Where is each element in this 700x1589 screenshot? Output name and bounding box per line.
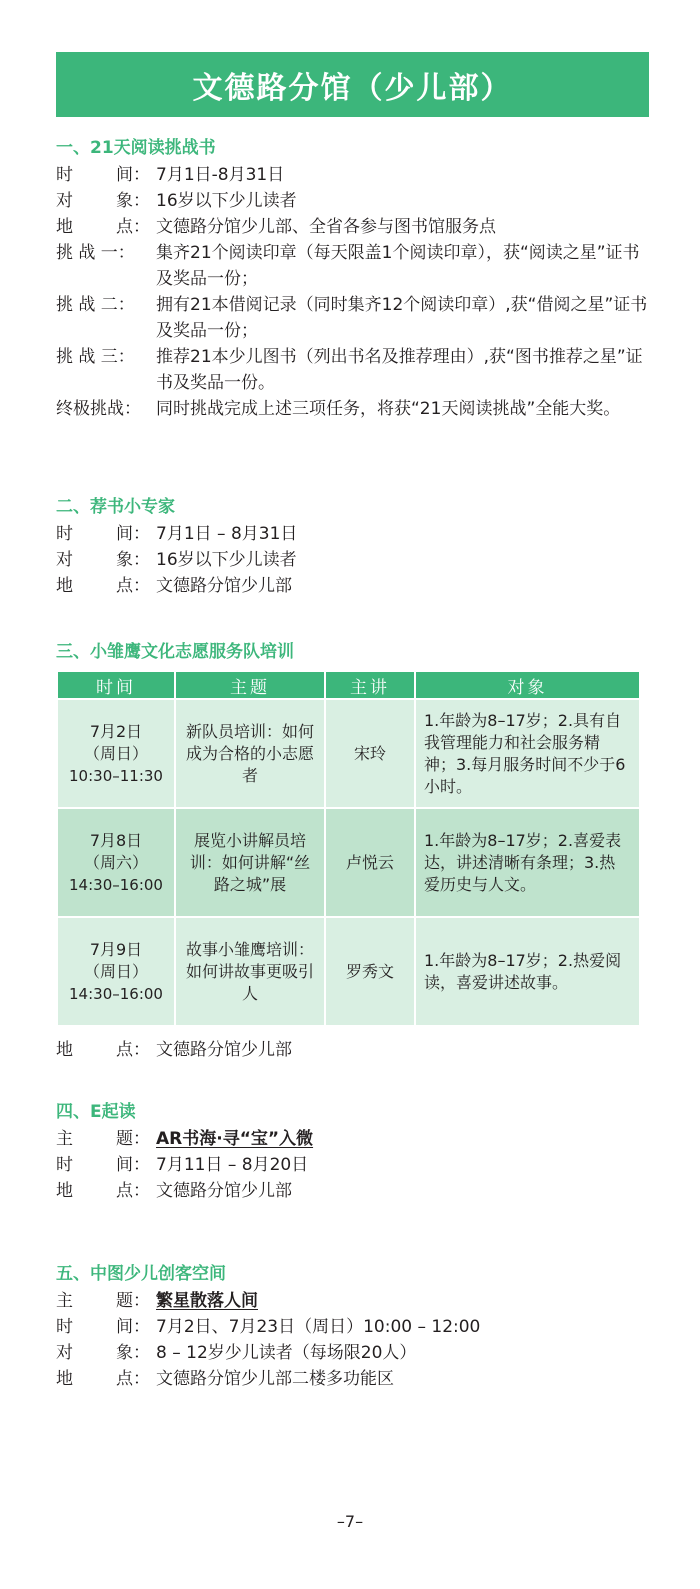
info-row-time: 时 间： 7月1日 – 8月31日 [56,524,298,544]
cell-topic: 故事小雏鹰培训：如何讲故事更吸引人 [175,917,325,1026]
section-reading-challenge [56,134,649,422]
info-value: 文德路分馆少儿部、全省各参与图书馆服务点 [156,217,496,237]
cell-time: 7月2日 （周日） 10:30–11:30 [57,699,175,808]
challenge-three: 挑 战 三： 推荐21本少儿图书（列出书名及推荐理由）,获“图书推荐之星”证书及奖品一份。 [56,347,643,393]
cell-time: 7月9日 （周日） 14:30–16:00 [57,917,175,1026]
cell-target: 1.年龄为8–17岁；2.具有自我管理能力和社会服务精神；3.每月服务时间不少于6小时。 [415,699,640,808]
info-value: 7月1日-8月31日 [156,165,285,185]
table-row [57,699,640,808]
header-time: 时间 [57,671,175,699]
header-topic: 主题 [175,671,325,699]
page-title: 文德路分馆（少儿部） [192,70,513,106]
info-row-place: 地 点： 文德路分馆少儿部、全省各参与图书馆服务点 [56,214,649,240]
table-header-row [57,671,640,699]
section-title: 一、21天阅读挑战书 [56,138,216,158]
cell-topic: 展览小讲解员培训：如何讲解“丝路之城”展 [175,808,325,917]
section-title: 三、小雏鹰文化志愿服务队培训 [56,642,294,662]
cell-topic: 新队员培训：如何成为合格的小志愿者 [175,699,325,808]
training-schedule-table [56,670,641,1027]
cell-speaker: 卢悦云 [325,808,415,917]
cell-target: 1.年龄为8–17岁；2.热爱阅读，喜爱讲述故事。 [415,917,640,1026]
info-row-audience: 对 象： 16岁以下少儿读者 [56,188,649,214]
info-row-time: 时 间： 7月11日 – 8月20日 [56,1155,309,1175]
page-number: –7– [336,1512,364,1531]
info-value: 16岁以下少儿读者 [156,191,297,211]
challenge-final: 终极挑战： 同时挑战完成上述三项任务，将获“21天阅读挑战”全能大奖。 [56,399,621,419]
info-row-place: 地 点： 文德路分馆少儿部 [56,1181,292,1201]
info-row-place: 地 点： 文德路分馆少儿部 [56,576,292,596]
cell-speaker: 罗秀文 [325,917,415,1026]
section-e-reading [56,1098,649,1204]
section-volunteer-place [56,1037,649,1063]
section-title: 五、中图少儿创客空间 [56,1264,226,1284]
section-title: 四、E起读 [56,1102,136,1122]
section-title: 二、荐书小专家 [56,497,175,517]
challenge-one: 挑 战 一： 集齐21个阅读印章（每天限盖1个阅读印章），获“阅读之星”证书及奖品一份； [56,243,640,289]
section-volunteer-training [56,638,649,666]
info-row-audience: 对 象： 16岁以下少儿读者 [56,550,297,570]
table-row [57,808,640,917]
section-book-recommender [56,493,649,599]
info-row-theme: 主 题： AR书海·寻“宝”入微 [56,1126,649,1152]
info-row-audience: 对 象： 8 – 12岁少儿读者（每场限20人） [56,1343,417,1363]
page-title-banner [56,52,649,117]
theme-link: AR书海·寻“宝”入微 [156,1129,314,1149]
table-row [57,917,640,1026]
info-row-time: 时 间： 7月2日、7月23日（周日）10:00 – 12:00 [56,1317,481,1337]
cell-time: 7月8日 （周六） 14:30–16:00 [57,808,175,917]
header-target: 对象 [415,671,640,699]
info-row-theme: 主 题： 繁星散落人间 [56,1288,649,1314]
info-row-place: 地 点： 文德路分馆少儿部二楼多功能区 [56,1369,394,1389]
cell-target: 1.年龄为8–17岁；2.喜爱表达，讲述清晰有条理；3.热爱历史与人文。 [415,808,640,917]
cell-speaker: 宋玲 [325,699,415,808]
header-speaker: 主讲 [325,671,415,699]
challenge-two: 挑 战 二： 拥有21本借阅记录（同时集齐12个阅读印章）,获“借阅之星”证书及奖品一份； [56,295,648,341]
info-row-time: 时 间： 7月1日-8月31日 [56,162,649,188]
theme-link: 繁星散落人间 [156,1291,258,1311]
info-row-place: 地 点： 文德路分馆少儿部 [56,1040,292,1060]
section-maker-space [56,1260,649,1392]
